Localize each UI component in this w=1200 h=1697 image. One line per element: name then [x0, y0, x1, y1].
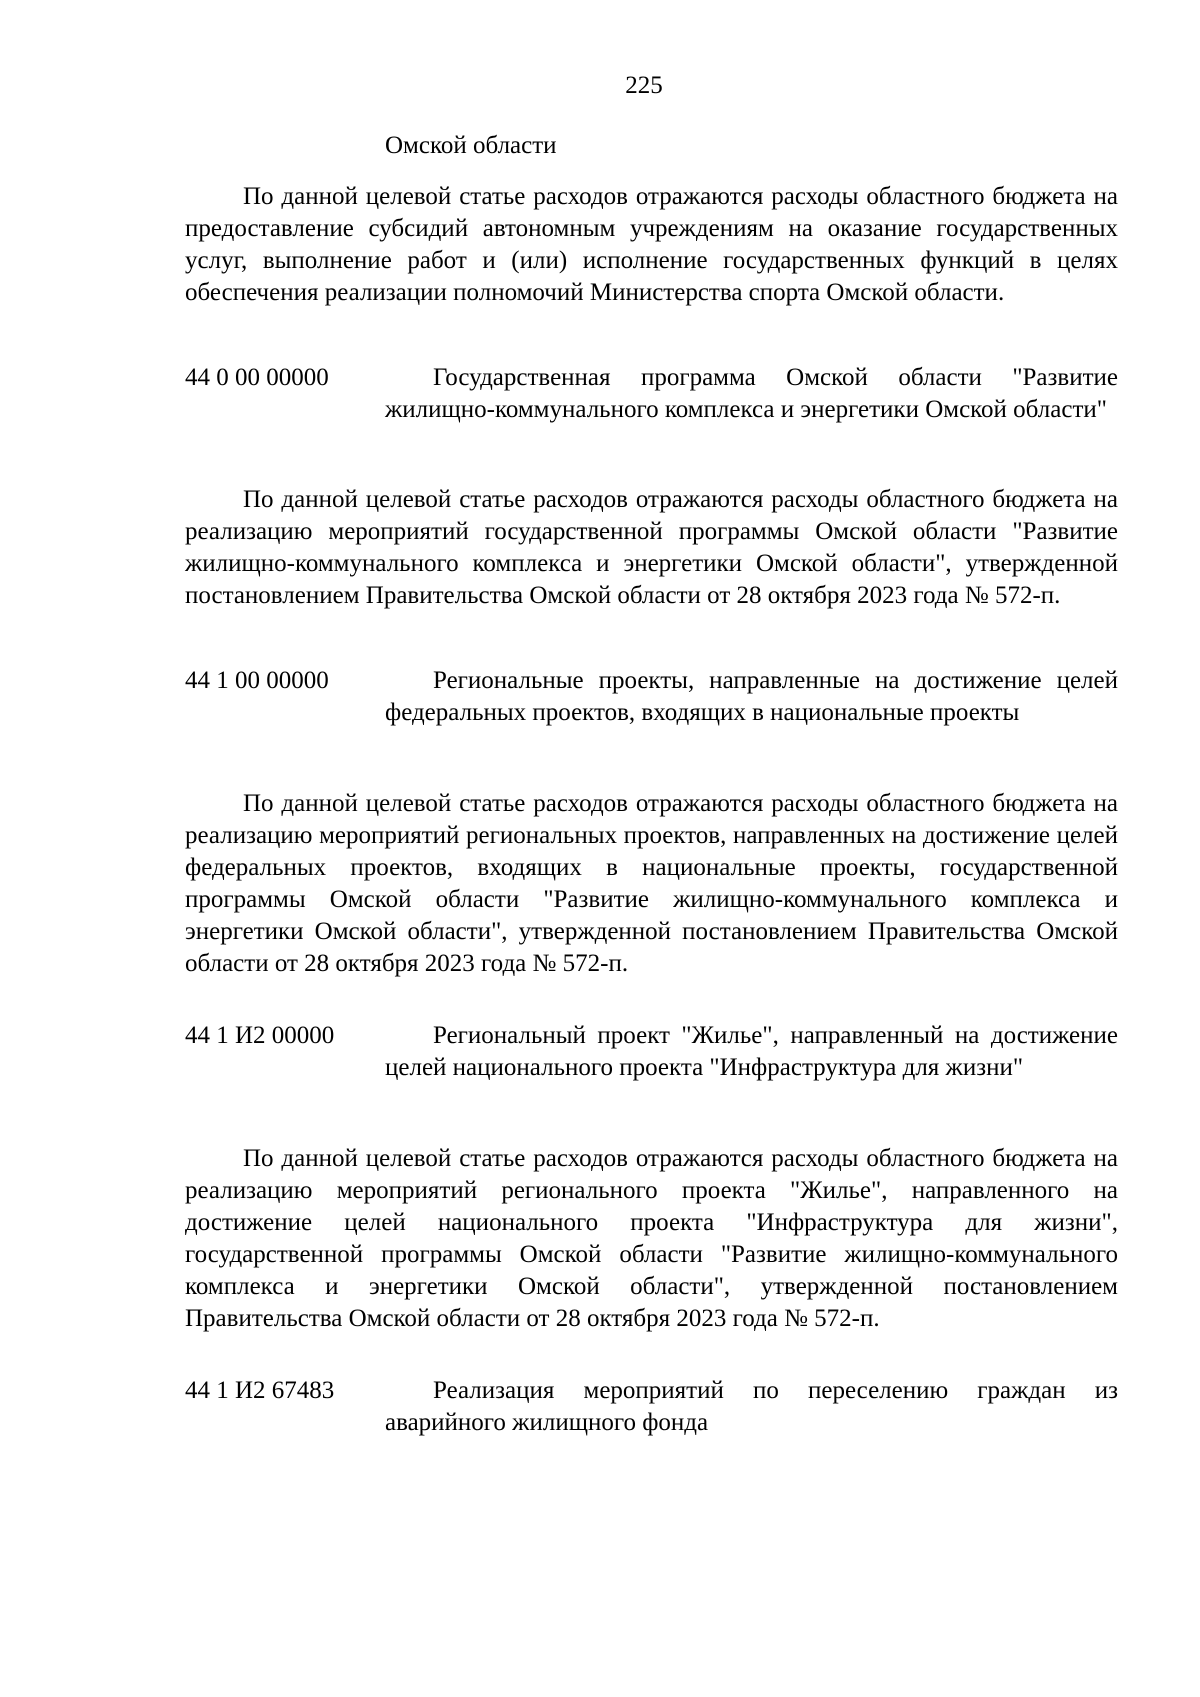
entry-44-0-00-00000	[185, 362, 1118, 426]
entry-code: 44 1 И2 00000	[185, 1022, 335, 1049]
entry-44-1-i2-67483	[185, 1375, 1118, 1439]
continuation-text: Омской области	[385, 132, 557, 159]
entry-title: Региональный проект "Жилье", направленный на достижение целей национального проекта "Инфраструктура для жизни"	[385, 1022, 1118, 1081]
page-number: 225	[625, 72, 663, 99]
entry-code: 44 0 00 00000	[185, 364, 329, 391]
entry-title: Реализация мероприятий по переселению граждан из аварийного жилищного фонда	[385, 1377, 1118, 1436]
entry-code: 44 1 00 00000	[185, 667, 329, 694]
paragraph-3: По данной целевой статье расходов отражаются расходы областного бюджета на реализацию мероприятий региональных проектов, направленных на достижение целей федеральных проектов, входящих в национальные проекты, государственной программы Омской области "Развитие жилищно-коммунального комплекса и энергетики Омской области", утвержденной постановлением Правительства Омской области от 28 октября 2023 года № 572-п.	[185, 790, 1118, 977]
paragraph-1: По данной целевой статье расходов отражаются расходы областного бюджета на предоставление субсидий автономным учреждениям на оказание государственных услуг, выполнение работ и (или) исполнение государственных функций в целях обеспечения реализации полномочий Министерства спорта Омской области.	[185, 183, 1118, 306]
entry-44-1-00-00000	[185, 665, 1118, 729]
entry-code: 44 1 И2 67483	[185, 1377, 335, 1404]
entry-44-1-i2-00000	[185, 1020, 1118, 1084]
entry-title: Государственная программа Омской области "Развитие жилищно-коммунального комплекса и энергетики Омской области"	[385, 364, 1118, 423]
paragraph-2: По данной целевой статье расходов отражаются расходы областного бюджета на реализацию мероприятий государственной программы Омской области "Развитие жилищно-коммунального комплекса и энергетики Омской области", утвержденной постановлением Правительства Омской области от 28 октября 2023 года № 572-п.	[185, 486, 1118, 609]
paragraph-4: По данной целевой статье расходов отражаются расходы областного бюджета на реализацию мероприятий регионального проекта "Жилье", направленного на достижение целей национального проекта "Инфраструктура для жизни", государственной программы Омской области "Развитие жилищно-коммунального комплекса и энергетики Омской области", утвержденной постановлением Правительства Омской области от 28 октября 2023 года № 572-п.	[185, 1145, 1118, 1332]
entry-title: Региональные проекты, направленные на достижение целей федеральных проектов, входящих в национальные проекты	[385, 667, 1118, 726]
